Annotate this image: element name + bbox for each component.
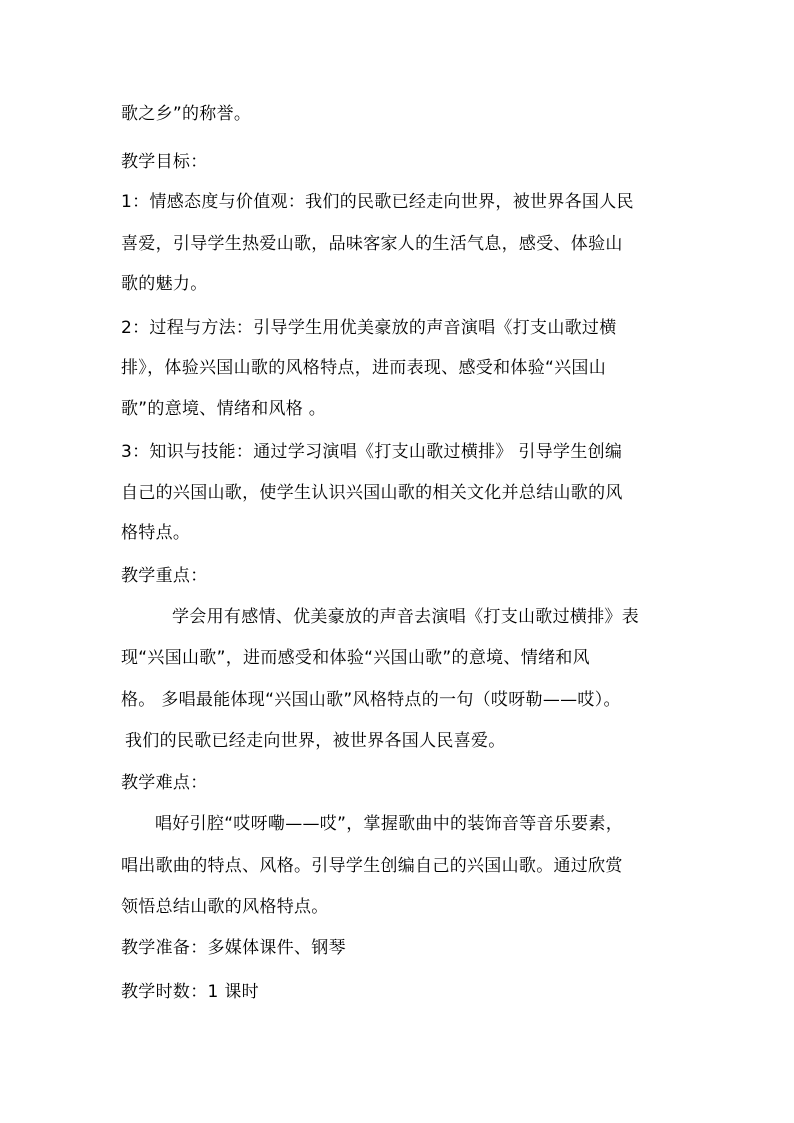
text-line-11: 格特点。 bbox=[121, 523, 191, 543]
text-line-13: 学会用有感情、优美豪放的声音去演唱《打支山歌过横排》表 bbox=[172, 607, 640, 627]
text-line-20: 领悟总结山歌的风格特点。 bbox=[121, 897, 329, 917]
text-line-22: 教学时数：1 课时 bbox=[121, 982, 259, 1002]
text-line-10: 自己的兴国山歌，使学生认识兴国山歌的相关文化并总结山歌的风 bbox=[121, 483, 623, 503]
text-line-4: 喜爱，引导学生热爱山歌，品味客家人的生活气息，感受、体验山 bbox=[121, 234, 623, 254]
text-line-16: 我们的民歌已经走向世界，被世界各国人民喜爱。 bbox=[125, 731, 506, 751]
text-line-15: 格。 多唱最能体现“兴国山歌”风格特点的一句（哎呀勒——哎）。 bbox=[121, 690, 621, 710]
text-line-5: 歌的魅力。 bbox=[121, 274, 208, 294]
text-line-7: 排》，体验兴国山歌的风格特点，进而表现、感受和体验“兴国山 bbox=[121, 358, 607, 378]
heading-teaching-goals: 教学目标： bbox=[121, 152, 208, 172]
text-line-1: 歌之乡”的称誉。 bbox=[121, 104, 252, 124]
text-line-8: 歌”的意境、情绪和风格 。 bbox=[121, 399, 327, 419]
heading-teaching-difficulty: 教学难点： bbox=[121, 773, 208, 793]
text-line-18: 唱好引腔“哎呀嘞——哎”，掌握歌曲中的装饰音等音乐要素， bbox=[155, 814, 624, 834]
text-line-14: 现“兴国山歌”，进而感受和体验“兴国山歌”的意境、情绪和风 bbox=[121, 648, 590, 668]
text-line-6: 2：过程与方法：引导学生用优美豪放的声音演唱《打支山歌过横 bbox=[121, 318, 617, 338]
text-line-19: 唱出歌曲的特点、风格。引导学生创编自己的兴国山歌。通过欣赏 bbox=[121, 856, 623, 876]
heading-teaching-focus: 教学重点： bbox=[121, 566, 208, 586]
text-line-3: 1：情感态度与价值观：我们的民歌已经走向世界，被世界各国人民 bbox=[121, 192, 634, 212]
text-line-9: 3：知识与技能：通过学习演唱《打支山歌过横排》 引导学生创编 bbox=[121, 442, 623, 462]
text-line-21: 教学准备：多媒体课件、钢琴 bbox=[121, 938, 346, 958]
